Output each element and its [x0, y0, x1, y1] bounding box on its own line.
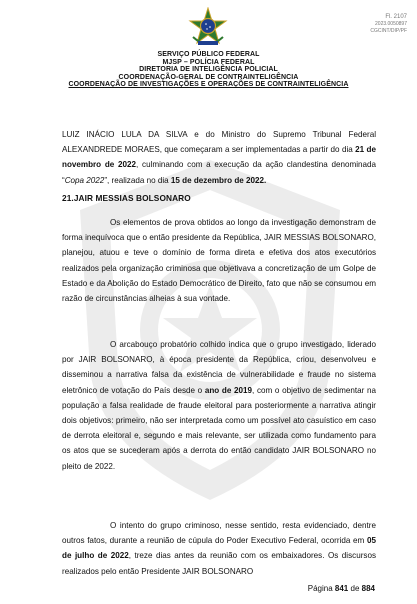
paragraph-2	[62, 215, 376, 306]
letterhead	[0, 51, 417, 89]
letterhead-line-1: SERVIÇO PÚBLICO FEDERAL	[157, 51, 260, 58]
date-05-july: 05 de julho de 2022	[62, 536, 376, 561]
unit-code: CGCINT/DIP/PF	[370, 28, 407, 34]
protocol-stamp	[370, 14, 407, 35]
paragraph-2-text: Os elementos de prova obtidos ao longo da investigação demonstram de forma inequívoca que o então presidente da República, JAIR MESSIAS BOLSONARO, planejou, atuou e teve o domínio de forma direta e efetiva dos atos executórios realizados pela organização criminosa que objetivava a concretização de um Golpe de Estado e da Abolição do Estado Democrático de Direito, fato que não se consumou em razão de circunstâncias alheias à sua vontade.	[62, 218, 376, 304]
date-15-december: 15 de dezembro de 2022.	[170, 175, 267, 185]
section-title: 21.JAIR MESSIAS BOLSONARO	[62, 193, 191, 203]
total-pages: 884	[361, 584, 375, 593]
letterhead-line-5: COORDENAÇÃO DE INVESTIGAÇÕES E OPERAÇÕES DE CONTRAINTELIGÊNCIA	[68, 81, 349, 89]
year-2019: ano de 2019	[204, 385, 253, 395]
page-separator: de	[350, 584, 360, 593]
letterhead-line-4: COORDENAÇÃO-GERAL DE CONTRAINTELIGÊNCIA	[118, 73, 299, 81]
page-label: Página	[307, 584, 333, 593]
page-number	[308, 584, 375, 593]
letterhead-line-3: DIRETORIA DE INTELIGÊNCIA POLICIAL	[139, 66, 278, 74]
operation-name: Copa 2022	[64, 175, 105, 185]
paragraph-4-text: O intento do grupo criminoso, nesse sentido, resta evidenciado, dentre outros fatos, durante a reunião de cúpula do Poder Executivo Federal, ocorrida em	[62, 521, 376, 546]
paragraph-3	[62, 337, 376, 474]
paragraph-3-text: O arcabouço probatório colhido indica que o grupo investigado, liderado por JAIR BOLSONARO, à época presidente da República, criou, desenvolveu e disseminou a narrativa falsa da existência de vulnerabilidade e fraude no sistema eletrônico de votação do País desde o	[62, 340, 376, 395]
paragraph-1-text: LUIZ INÁCIO LULA DA SILVA e do Ministro do Supremo Tribunal Federal ALEXANDREDE MORAES, que começaram a ser implementadas a partir do dia	[62, 130, 376, 155]
paragraph-3-text: , com o objetivo de sedimentar na população a falsa realidade de fraude eleitoral para posteriormente a narrativa atingir dois objetivos: primeiro, não ser interpretada como um possível ato casuístico em caso de derrota eleitoral e, segundo e mais relevante, ser utilizada como fundamento para os atos que se sucederam após a derrota do então candidato JAIR BOLSONARO no pleito de 2022.	[62, 385, 376, 471]
date-21-november: 21 de novembro de 2022	[62, 145, 377, 170]
brazil-coat-of-arms-icon	[187, 7, 229, 49]
paragraph-4-text: , treze dias antes da reunião com os embaixadores. Os discursos realizados pelo então Presidente JAIR BOLSONARO	[62, 551, 376, 576]
letterhead-line-2: MJSP – POLÍCIA FEDERAL	[162, 58, 255, 66]
paragraph-1-text: ”, realizada no dia	[104, 175, 171, 185]
paragraph-4	[62, 518, 376, 579]
process-number: 2023.0050897	[375, 21, 407, 27]
paragraph-1-text: , culminando com a execução da ação clandestina denominada “	[62, 160, 377, 185]
current-page: 841	[334, 584, 349, 593]
paragraph-1	[62, 127, 376, 188]
folio-number: Fl. 2107	[385, 14, 407, 20]
